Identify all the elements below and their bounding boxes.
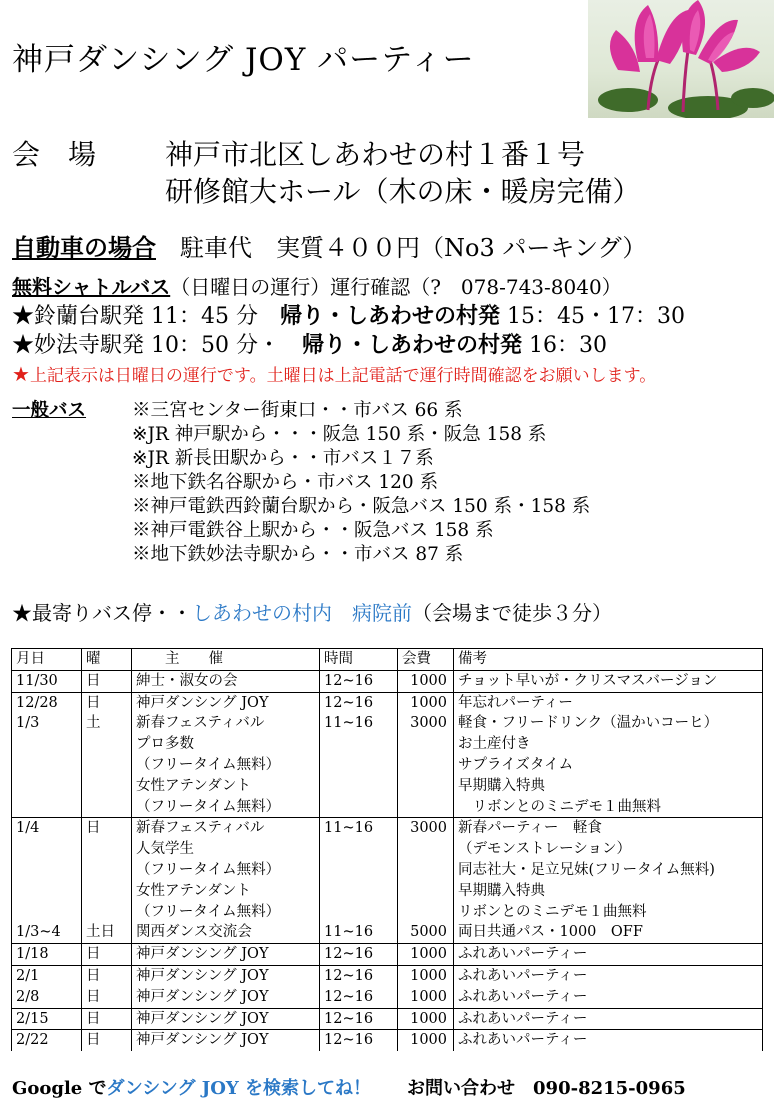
- remarks-cell: チョット早いが・クリスマスバージョン: [454, 670, 763, 692]
- table-row: [12, 965, 763, 986]
- table-row: [12, 1030, 763, 1051]
- weekday-cell: 土: [82, 713, 132, 734]
- venue-address: 神戸市北区しあわせの村１番１号: [165, 138, 586, 171]
- date-cell: 1/3: [12, 713, 82, 734]
- bus-route: ※地下鉄妙法寺駅から・・市バス 87 系: [132, 544, 464, 565]
- time-cell: 12~16: [320, 670, 398, 692]
- time-cell: 12~16: [320, 1030, 398, 1051]
- table-row: [12, 987, 763, 1008]
- time-cell: [320, 860, 398, 881]
- fee-cell: [398, 755, 454, 776]
- fee-cell: [398, 734, 454, 755]
- date-cell: [12, 860, 82, 881]
- date-cell: [12, 797, 82, 818]
- header-fee-cell: 会費: [398, 649, 454, 671]
- car-parking-text: 駐車代 実質４００円（No3 パーキング）: [180, 234, 647, 262]
- organizer-cell: （フリータイム無料）: [132, 797, 320, 818]
- header-organizer-cell: 主 催: [132, 649, 320, 671]
- car-section: [12, 228, 646, 263]
- date-cell: [12, 755, 82, 776]
- time-cell: 12~16: [320, 692, 398, 713]
- table-row: [12, 692, 763, 713]
- table-row: [12, 797, 763, 818]
- remarks-cell: リボンとのミニデモ１曲無料: [454, 902, 763, 923]
- shuttle-row-suzurandai: ★鈴蘭台駅発 11：45 分 帰り・しあわせの村発 15：45・17：30: [12, 303, 685, 329]
- time-cell: [320, 902, 398, 923]
- remarks-cell: 年忘れパーティー: [454, 692, 763, 713]
- date-cell: [12, 881, 82, 902]
- date-cell: [12, 776, 82, 797]
- organizer-cell: 女性アテンダント: [132, 881, 320, 902]
- table-row: [12, 944, 763, 966]
- time-cell: 11~16: [320, 818, 398, 839]
- fee-cell: 1000: [398, 1008, 454, 1030]
- time-cell: 12~16: [320, 987, 398, 1008]
- organizer-cell: 新春フェスティバル: [132, 713, 320, 734]
- bus-route: ※神戸電鉄西鈴蘭台駅から・阪急バス 150 系・158 系: [132, 496, 591, 517]
- table-row: [12, 713, 763, 734]
- fee-cell: 3000: [398, 713, 454, 734]
- date-cell: 11/30: [12, 670, 82, 692]
- remarks-cell: サプライズタイム: [454, 755, 763, 776]
- organizer-cell: （フリータイム無料）: [132, 860, 320, 881]
- fee-cell: 1000: [398, 692, 454, 713]
- bus-route: ※三宮センター街東口・・市バス 66 系: [132, 400, 463, 421]
- fee-cell: 1000: [398, 965, 454, 986]
- weekday-cell: [82, 797, 132, 818]
- time-cell: [320, 797, 398, 818]
- organizer-cell: （フリータイム無料）: [132, 902, 320, 923]
- weekday-cell: 日: [82, 987, 132, 1008]
- time-cell: 12~16: [320, 944, 398, 966]
- fee-cell: [398, 860, 454, 881]
- venue-hall: 研修館大ホール（木の床・暖房完備）: [165, 175, 641, 208]
- remarks-cell: ふれあいパーティー: [454, 1008, 763, 1030]
- remarks-cell: （デモンストレーション）: [454, 839, 763, 860]
- weekday-cell: [82, 902, 132, 923]
- fee-cell: 1000: [398, 670, 454, 692]
- table-row: [12, 818, 763, 839]
- date-cell: 2/15: [12, 1008, 82, 1030]
- weekday-cell: 土日: [82, 922, 132, 943]
- remarks-cell: ふれあいパーティー: [454, 965, 763, 986]
- weekday-cell: 日: [82, 692, 132, 713]
- weekday-cell: [82, 755, 132, 776]
- remarks-cell: 早期購入特典: [454, 776, 763, 797]
- fee-cell: [398, 839, 454, 860]
- time-cell: [320, 755, 398, 776]
- footer: [12, 1074, 686, 1100]
- table-row: [12, 1008, 763, 1030]
- date-cell: 12/28: [12, 692, 82, 713]
- fee-cell: 3000: [398, 818, 454, 839]
- table-row: [12, 755, 763, 776]
- fee-cell: [398, 902, 454, 923]
- weekday-cell: 日: [82, 670, 132, 692]
- table-header-row: [12, 649, 763, 671]
- fee-cell: [398, 776, 454, 797]
- fee-cell: 1000: [398, 987, 454, 1008]
- weekday-cell: 日: [82, 818, 132, 839]
- date-cell: 1/18: [12, 944, 82, 966]
- cyclamen-flower-image: [588, 0, 774, 118]
- weekday-cell: 日: [82, 965, 132, 986]
- organizer-cell: 神戸ダンシング JOY: [132, 692, 320, 713]
- venue-label: 会 場: [12, 138, 97, 171]
- date-cell: 2/22: [12, 1030, 82, 1051]
- weekday-cell: 日: [82, 1008, 132, 1030]
- bus-label: 一般バス: [12, 400, 87, 421]
- weekday-cell: [82, 839, 132, 860]
- organizer-cell: 紳士・淑女の会: [132, 670, 320, 692]
- fee-cell: [398, 881, 454, 902]
- page-title: 神戸ダンシング JOY パーティー: [12, 42, 475, 78]
- shuttle-note: ★上記表示は日曜日の運行です。土曜日は上記電話で運行時間確認をお願いします。: [12, 362, 657, 386]
- fee-cell: 1000: [398, 944, 454, 966]
- schedule-table: [11, 648, 763, 1051]
- time-cell: [320, 839, 398, 860]
- remarks-cell: お土産付き: [454, 734, 763, 755]
- remarks-cell: 両日共通パス・1000 OFF: [454, 922, 763, 943]
- remarks-cell: ふれあいパーティー: [454, 1030, 763, 1051]
- bus-route: ※神戸電鉄谷上駅から・・阪急バス 158 系: [132, 520, 494, 541]
- date-cell: 2/8: [12, 987, 82, 1008]
- footer-search: ダンシング JOY を検索してね！: [106, 1078, 372, 1099]
- remarks-cell: 軽食・フリードリンク（温かいコーヒ）: [454, 713, 763, 734]
- nearest-bus-stop: ★最寄りバス停・・しあわせの村内 病院前（会場まで徒歩３分）: [12, 601, 612, 625]
- time-cell: 12~16: [320, 1008, 398, 1030]
- time-cell: 11~16: [320, 922, 398, 943]
- remarks-cell: 同志社大・足立兄妹(フリータイム無料): [454, 860, 763, 881]
- organizer-cell: （フリータイム無料）: [132, 755, 320, 776]
- weekday-cell: [82, 881, 132, 902]
- weekday-cell: [82, 776, 132, 797]
- organizer-cell: 関西ダンス交流会: [132, 922, 320, 943]
- remarks-cell: 新春パーティー 軽食: [454, 818, 763, 839]
- weekday-cell: [82, 860, 132, 881]
- organizer-cell: 女性アテンダント: [132, 776, 320, 797]
- shuttle-label: 無料シャトルバス: [12, 275, 171, 299]
- table-row: [12, 902, 763, 923]
- table-row: [12, 776, 763, 797]
- organizer-cell: 神戸ダンシング JOY: [132, 1030, 320, 1051]
- footer-google: Google で: [12, 1078, 107, 1099]
- bus-route: ※JR 神戸駅から・・・阪急 150 系・阪急 158 系: [132, 424, 547, 445]
- date-cell: 1/4: [12, 818, 82, 839]
- organizer-cell: 神戸ダンシング JOY: [132, 965, 320, 986]
- header-weekday-cell: 曜: [82, 649, 132, 671]
- time-cell: [320, 881, 398, 902]
- time-cell: 11~16: [320, 713, 398, 734]
- header-time-cell: 時間: [320, 649, 398, 671]
- car-label: 自動車の場合: [12, 233, 156, 262]
- fee-cell: 1000: [398, 1030, 454, 1051]
- table-row: [12, 922, 763, 943]
- date-cell: 1/3~4: [12, 922, 82, 943]
- fee-cell: 5000: [398, 922, 454, 943]
- footer-contact: お問い合わせ 090-8215-0965: [371, 1078, 686, 1099]
- weekday-cell: 日: [82, 1030, 132, 1051]
- remarks-cell: ふれあいパーティー: [454, 987, 763, 1008]
- date-cell: [12, 734, 82, 755]
- table-row: [12, 839, 763, 860]
- shuttle-section: [12, 271, 622, 300]
- time-cell: [320, 776, 398, 797]
- remarks-cell: 早期購入特典: [454, 881, 763, 902]
- shuttle-row-myohoji: ★妙法寺駅発 10：50 分・ 帰り・しあわせの村発 16：30: [12, 332, 607, 358]
- bus-route: ※JR 新長田駅から・・市バス１７系: [132, 448, 434, 469]
- table-row: [12, 860, 763, 881]
- table-row: [12, 881, 763, 902]
- date-cell: [12, 902, 82, 923]
- organizer-cell: 神戸ダンシング JOY: [132, 1008, 320, 1030]
- date-cell: 2/1: [12, 965, 82, 986]
- weekday-cell: [82, 734, 132, 755]
- date-cell: [12, 839, 82, 860]
- weekday-cell: 日: [82, 944, 132, 966]
- time-cell: [320, 734, 398, 755]
- fee-cell: [398, 797, 454, 818]
- organizer-cell: 人気学生: [132, 839, 320, 860]
- remarks-cell: リボンとのミニデモ１曲無料: [454, 797, 763, 818]
- header-remarks-cell: 備考: [454, 649, 763, 671]
- bus-route: ※地下鉄名谷駅から・市バス 120 系: [132, 472, 439, 493]
- shuttle-info: （日曜日の運行）運行確認（? 078-743-8040）: [170, 275, 622, 299]
- organizer-cell: プロ多数: [132, 734, 320, 755]
- remarks-cell: ふれあいパーティー: [454, 944, 763, 966]
- organizer-cell: 神戸ダンシング JOY: [132, 987, 320, 1008]
- organizer-cell: 新春フェスティバル: [132, 818, 320, 839]
- time-cell: 12~16: [320, 965, 398, 986]
- table-row: [12, 670, 763, 692]
- header-date-cell: 月日: [12, 649, 82, 671]
- organizer-cell: 神戸ダンシング JOY: [132, 944, 320, 966]
- table-row: [12, 734, 763, 755]
